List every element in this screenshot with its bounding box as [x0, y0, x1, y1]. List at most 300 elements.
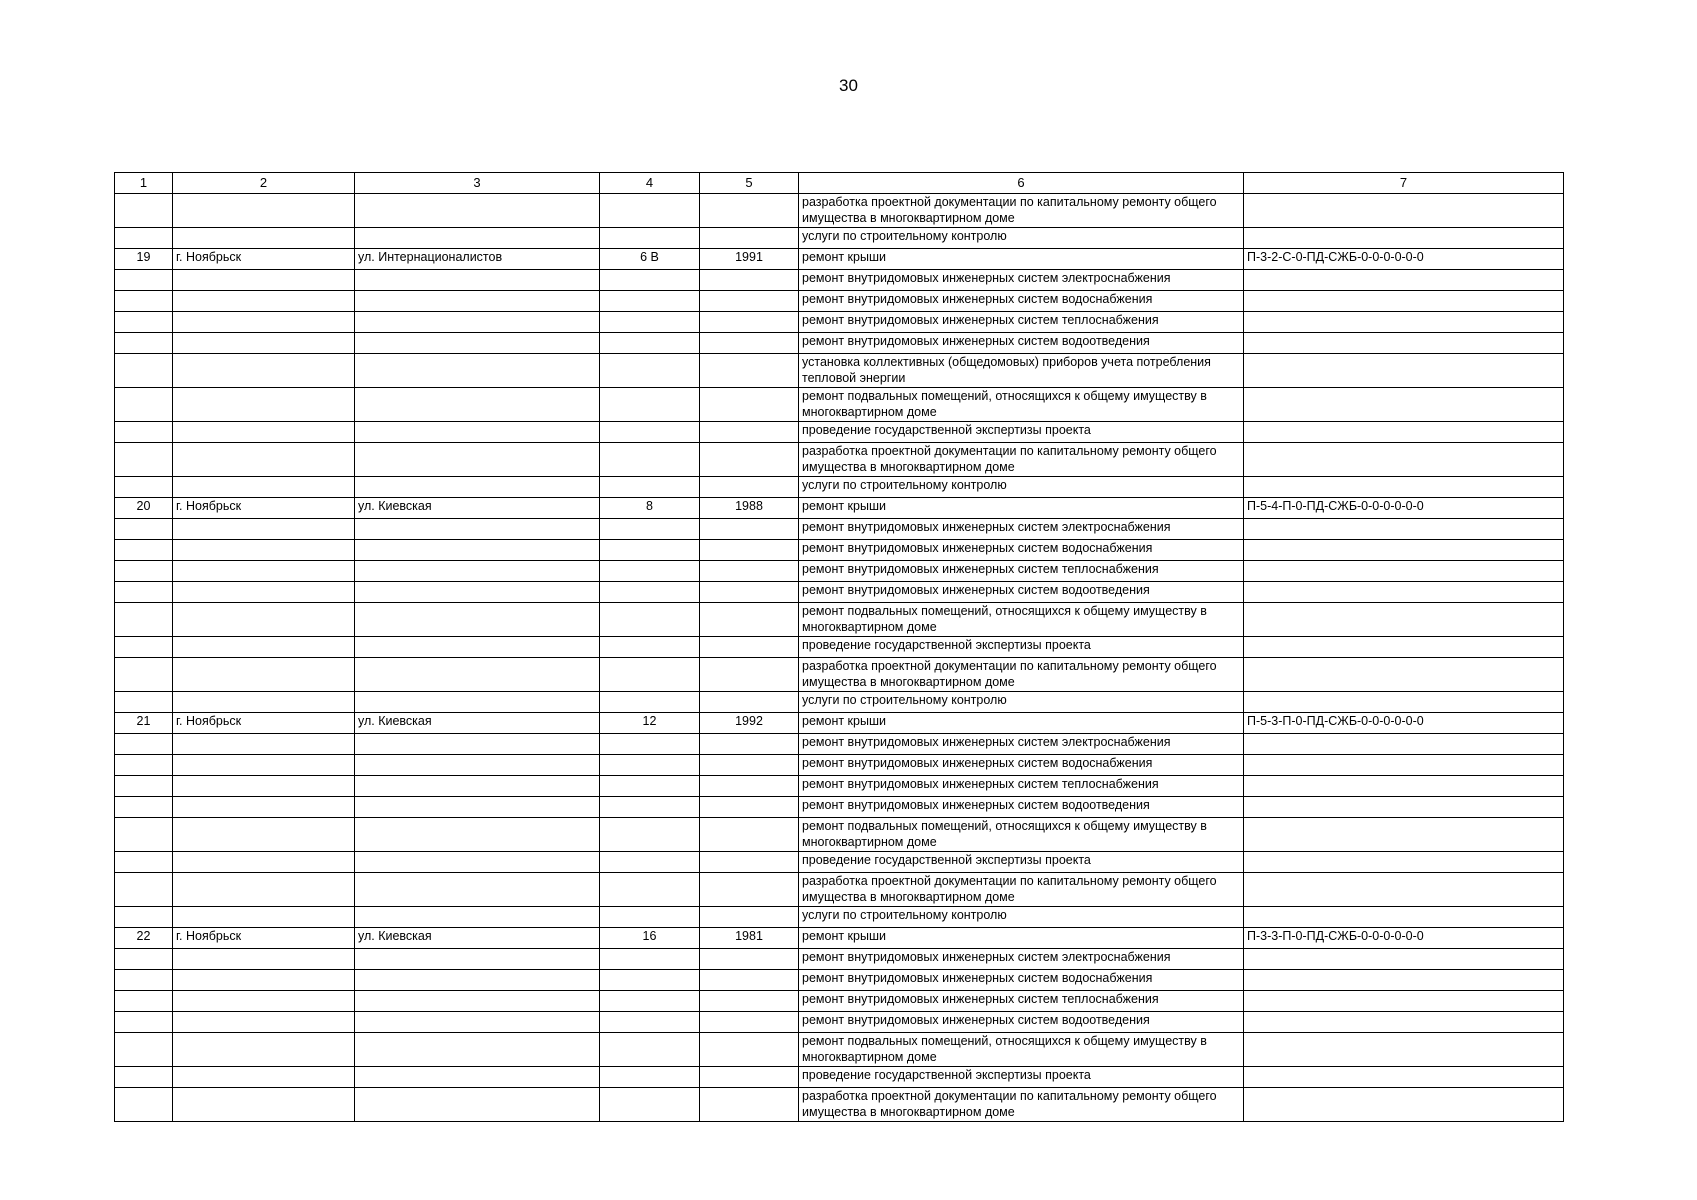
code-cell: [1244, 354, 1564, 388]
year-cell: [700, 1012, 799, 1033]
row-number-cell: [115, 540, 173, 561]
work-type-cell: ремонт внутридомовых инженерных систем теплоснабжения: [799, 312, 1244, 333]
street-cell: [355, 354, 600, 388]
table-row: [115, 422, 1564, 443]
table-row: [115, 561, 1564, 582]
house-number-cell: [600, 755, 700, 776]
work-type-cell: ремонт внутридомовых инженерных систем водоотведения: [799, 333, 1244, 354]
table-row: [115, 477, 1564, 498]
column-header: 1: [115, 173, 173, 194]
table-row: [115, 713, 1564, 734]
code-cell: [1244, 540, 1564, 561]
code-cell: [1244, 561, 1564, 582]
year-cell: [700, 582, 799, 603]
city-cell: [173, 603, 355, 637]
table-row: [115, 658, 1564, 692]
city-cell: [173, 637, 355, 658]
work-type-cell: ремонт крыши: [799, 713, 1244, 734]
table-row: [115, 818, 1564, 852]
row-number-cell: [115, 991, 173, 1012]
street-cell: [355, 312, 600, 333]
column-header: 6: [799, 173, 1244, 194]
city-cell: [173, 228, 355, 249]
city-cell: [173, 852, 355, 873]
work-type-cell: проведение государственной экспертизы проекта: [799, 422, 1244, 443]
column-header: 5: [700, 173, 799, 194]
house-number-cell: [600, 873, 700, 907]
street-cell: [355, 582, 600, 603]
code-cell: [1244, 1067, 1564, 1088]
table-row: [115, 852, 1564, 873]
year-cell: [700, 755, 799, 776]
row-number-cell: [115, 270, 173, 291]
table-row: [115, 797, 1564, 818]
row-number-cell: [115, 818, 173, 852]
work-type-cell: разработка проектной документации по капитальному ремонту общего имущества в многоквартирном доме: [799, 1088, 1244, 1122]
house-number-cell: [600, 312, 700, 333]
work-type-cell: ремонт внутридомовых инженерных систем водоснабжения: [799, 540, 1244, 561]
row-number-cell: [115, 949, 173, 970]
code-cell: [1244, 873, 1564, 907]
house-number-cell: 6 В: [600, 249, 700, 270]
table-row: [115, 907, 1564, 928]
city-cell: [173, 873, 355, 907]
year-cell: [700, 637, 799, 658]
column-header: 7: [1244, 173, 1564, 194]
house-number-cell: [600, 603, 700, 637]
city-cell: [173, 519, 355, 540]
city-cell: [173, 291, 355, 312]
year-cell: [700, 333, 799, 354]
code-cell: [1244, 333, 1564, 354]
street-cell: [355, 603, 600, 637]
row-number-cell: 19: [115, 249, 173, 270]
table-row: [115, 582, 1564, 603]
city-cell: [173, 540, 355, 561]
code-cell: [1244, 519, 1564, 540]
house-number-cell: [600, 734, 700, 755]
table-row: [115, 388, 1564, 422]
year-cell: [700, 692, 799, 713]
street-cell: [355, 443, 600, 477]
city-cell: [173, 755, 355, 776]
table-row: [115, 949, 1564, 970]
code-cell: [1244, 734, 1564, 755]
house-number-cell: 16: [600, 928, 700, 949]
work-type-cell: проведение государственной экспертизы проекта: [799, 1067, 1244, 1088]
work-type-cell: ремонт внутридомовых инженерных систем электроснабжения: [799, 949, 1244, 970]
house-number-cell: [600, 797, 700, 818]
code-cell: [1244, 818, 1564, 852]
table-row: [115, 637, 1564, 658]
code-cell: [1244, 477, 1564, 498]
house-number-cell: [600, 354, 700, 388]
house-number-cell: [600, 692, 700, 713]
code-cell: [1244, 194, 1564, 228]
table-row: [115, 776, 1564, 797]
year-cell: [700, 873, 799, 907]
year-cell: [700, 907, 799, 928]
table-row: [115, 928, 1564, 949]
table-row: [115, 498, 1564, 519]
street-cell: [355, 1067, 600, 1088]
work-type-cell: проведение государственной экспертизы проекта: [799, 852, 1244, 873]
row-number-cell: [115, 734, 173, 755]
code-cell: [1244, 658, 1564, 692]
house-number-cell: [600, 1067, 700, 1088]
city-cell: [173, 194, 355, 228]
row-number-cell: [115, 907, 173, 928]
code-cell: [1244, 852, 1564, 873]
house-number-cell: [600, 907, 700, 928]
street-cell: [355, 818, 600, 852]
row-number-cell: [115, 477, 173, 498]
street-cell: ул. Интернационалистов: [355, 249, 600, 270]
code-cell: [1244, 692, 1564, 713]
year-cell: [700, 443, 799, 477]
house-number-cell: [600, 818, 700, 852]
city-cell: [173, 776, 355, 797]
city-cell: г. Ноябрьск: [173, 713, 355, 734]
work-type-cell: услуги по строительному контролю: [799, 907, 1244, 928]
work-type-cell: разработка проектной документации по капитальному ремонту общего имущества в многоквартирном доме: [799, 443, 1244, 477]
work-type-cell: ремонт внутридомовых инженерных систем теплоснабжения: [799, 561, 1244, 582]
row-number-cell: [115, 658, 173, 692]
street-cell: [355, 194, 600, 228]
street-cell: [355, 388, 600, 422]
year-cell: [700, 422, 799, 443]
code-cell: [1244, 228, 1564, 249]
street-cell: [355, 852, 600, 873]
year-cell: [700, 388, 799, 422]
work-type-cell: ремонт внутридомовых инженерных систем водоснабжения: [799, 755, 1244, 776]
work-type-cell: ремонт внутридомовых инженерных систем водоотведения: [799, 1012, 1244, 1033]
row-number-cell: [115, 388, 173, 422]
house-number-cell: [600, 776, 700, 797]
street-cell: [355, 776, 600, 797]
city-cell: г. Ноябрьск: [173, 249, 355, 270]
table-row: [115, 692, 1564, 713]
city-cell: [173, 582, 355, 603]
table-row: [115, 194, 1564, 228]
table-row: [115, 734, 1564, 755]
year-cell: [700, 1088, 799, 1122]
code-cell: [1244, 776, 1564, 797]
street-cell: ул. Киевская: [355, 498, 600, 519]
code-cell: [1244, 797, 1564, 818]
year-cell: [700, 734, 799, 755]
table-row: [115, 354, 1564, 388]
street-cell: [355, 561, 600, 582]
city-cell: [173, 1012, 355, 1033]
street-cell: [355, 333, 600, 354]
row-number-cell: [115, 873, 173, 907]
house-number-cell: [600, 1033, 700, 1067]
year-cell: 1991: [700, 249, 799, 270]
street-cell: [355, 540, 600, 561]
street-cell: [355, 873, 600, 907]
work-type-cell: ремонт крыши: [799, 928, 1244, 949]
work-type-cell: ремонт внутридомовых инженерных систем водоотведения: [799, 797, 1244, 818]
row-number-cell: [115, 852, 173, 873]
row-number-cell: [115, 333, 173, 354]
street-cell: [355, 228, 600, 249]
city-cell: [173, 907, 355, 928]
work-type-cell: ремонт крыши: [799, 249, 1244, 270]
code-cell: [1244, 270, 1564, 291]
column-header: 3: [355, 173, 600, 194]
work-type-cell: ремонт внутридомовых инженерных систем водоотведения: [799, 582, 1244, 603]
code-cell: П-3-3-П-0-ПД-СЖБ-0-0-0-0-0-0: [1244, 928, 1564, 949]
row-number-cell: [115, 1088, 173, 1122]
code-cell: [1244, 1088, 1564, 1122]
column-header: 2: [173, 173, 355, 194]
year-cell: [700, 561, 799, 582]
work-type-cell: разработка проектной документации по капитальному ремонту общего имущества в многоквартирном доме: [799, 194, 1244, 228]
street-cell: [355, 422, 600, 443]
header-row: [115, 173, 1564, 194]
street-cell: [355, 797, 600, 818]
table-row: [115, 1033, 1564, 1067]
row-number-cell: 22: [115, 928, 173, 949]
year-cell: [700, 1067, 799, 1088]
street-cell: ул. Киевская: [355, 928, 600, 949]
street-cell: [355, 291, 600, 312]
house-number-cell: [600, 1088, 700, 1122]
table-row: [115, 312, 1564, 333]
year-cell: [700, 519, 799, 540]
street-cell: [355, 519, 600, 540]
city-cell: [173, 818, 355, 852]
code-cell: [1244, 991, 1564, 1012]
row-number-cell: [115, 970, 173, 991]
code-cell: [1244, 970, 1564, 991]
year-cell: [700, 291, 799, 312]
city-cell: [173, 388, 355, 422]
row-number-cell: [115, 443, 173, 477]
work-type-cell: ремонт подвальных помещений, относящихся к общему имуществу в многоквартирном доме: [799, 603, 1244, 637]
row-number-cell: [115, 291, 173, 312]
house-number-cell: [600, 852, 700, 873]
works-table: [114, 172, 1564, 1122]
street-cell: [355, 755, 600, 776]
row-number-cell: [115, 312, 173, 333]
house-number-cell: 8: [600, 498, 700, 519]
work-type-cell: ремонт подвальных помещений, относящихся к общему имуществу в многоквартирном доме: [799, 818, 1244, 852]
city-cell: [173, 422, 355, 443]
street-cell: [355, 658, 600, 692]
year-cell: [700, 970, 799, 991]
city-cell: [173, 734, 355, 755]
table-row: [115, 1012, 1564, 1033]
table-body: [115, 194, 1564, 1122]
house-number-cell: [600, 333, 700, 354]
city-cell: [173, 333, 355, 354]
table-row: [115, 519, 1564, 540]
house-number-cell: [600, 291, 700, 312]
row-number-cell: 20: [115, 498, 173, 519]
code-cell: [1244, 1033, 1564, 1067]
year-cell: [700, 1033, 799, 1067]
year-cell: [700, 818, 799, 852]
work-type-cell: разработка проектной документации по капитальному ремонту общего имущества в многоквартирном доме: [799, 658, 1244, 692]
code-cell: [1244, 949, 1564, 970]
house-number-cell: [600, 228, 700, 249]
street-cell: [355, 1012, 600, 1033]
work-type-cell: услуги по строительному контролю: [799, 692, 1244, 713]
house-number-cell: [600, 949, 700, 970]
row-number-cell: [115, 637, 173, 658]
code-cell: [1244, 1012, 1564, 1033]
street-cell: [355, 991, 600, 1012]
house-number-cell: [600, 637, 700, 658]
row-number-cell: 21: [115, 713, 173, 734]
code-cell: [1244, 907, 1564, 928]
table-row: [115, 249, 1564, 270]
city-cell: [173, 797, 355, 818]
year-cell: 1992: [700, 713, 799, 734]
table-row: [115, 603, 1564, 637]
house-number-cell: [600, 582, 700, 603]
city-cell: [173, 970, 355, 991]
city-cell: [173, 658, 355, 692]
table-row: [115, 991, 1564, 1012]
street-cell: [355, 1088, 600, 1122]
code-cell: [1244, 637, 1564, 658]
year-cell: [700, 991, 799, 1012]
street-cell: [355, 970, 600, 991]
row-number-cell: [115, 194, 173, 228]
table-row: [115, 755, 1564, 776]
row-number-cell: [115, 354, 173, 388]
house-number-cell: [600, 658, 700, 692]
code-cell: П-3-2-С-0-ПД-СЖБ-0-0-0-0-0-0: [1244, 249, 1564, 270]
work-type-cell: ремонт внутридомовых инженерных систем электроснабжения: [799, 519, 1244, 540]
row-number-cell: [115, 755, 173, 776]
city-cell: [173, 1088, 355, 1122]
row-number-cell: [115, 776, 173, 797]
row-number-cell: [115, 582, 173, 603]
work-type-cell: проведение государственной экспертизы проекта: [799, 637, 1244, 658]
code-cell: [1244, 755, 1564, 776]
house-number-cell: [600, 388, 700, 422]
work-type-cell: ремонт внутридомовых инженерных систем водоснабжения: [799, 970, 1244, 991]
house-number-cell: [600, 991, 700, 1012]
code-cell: [1244, 291, 1564, 312]
code-cell: [1244, 312, 1564, 333]
house-number-cell: [600, 561, 700, 582]
house-number-cell: [600, 194, 700, 228]
house-number-cell: 12: [600, 713, 700, 734]
work-type-cell: ремонт внутридомовых инженерных систем теплоснабжения: [799, 776, 1244, 797]
work-type-cell: ремонт внутридомовых инженерных систем водоснабжения: [799, 291, 1244, 312]
street-cell: [355, 692, 600, 713]
work-type-cell: ремонт подвальных помещений, относящихся к общему имуществу в многоквартирном доме: [799, 388, 1244, 422]
table-row: [115, 540, 1564, 561]
year-cell: [700, 194, 799, 228]
street-cell: [355, 477, 600, 498]
year-cell: 1981: [700, 928, 799, 949]
year-cell: [700, 603, 799, 637]
city-cell: [173, 270, 355, 291]
work-type-cell: установка коллективных (общедомовых) приборов учета потребления тепловой энергии: [799, 354, 1244, 388]
row-number-cell: [115, 561, 173, 582]
house-number-cell: [600, 422, 700, 443]
page-number: 30: [839, 76, 858, 95]
city-cell: [173, 1033, 355, 1067]
table-row: [115, 228, 1564, 249]
street-cell: [355, 270, 600, 291]
year-cell: [700, 776, 799, 797]
row-number-cell: [115, 228, 173, 249]
code-cell: [1244, 388, 1564, 422]
code-cell: [1244, 582, 1564, 603]
street-cell: [355, 907, 600, 928]
street-cell: [355, 949, 600, 970]
street-cell: [355, 637, 600, 658]
year-cell: 1988: [700, 498, 799, 519]
table-row: [115, 1088, 1564, 1122]
city-cell: [173, 312, 355, 333]
city-cell: [173, 692, 355, 713]
year-cell: [700, 312, 799, 333]
house-number-cell: [600, 477, 700, 498]
table-row: [115, 873, 1564, 907]
work-type-cell: ремонт внутридомовых инженерных систем электроснабжения: [799, 270, 1244, 291]
work-type-cell: услуги по строительному контролю: [799, 477, 1244, 498]
year-cell: [700, 540, 799, 561]
house-number-cell: [600, 270, 700, 291]
table-row: [115, 1067, 1564, 1088]
code-cell: [1244, 603, 1564, 637]
work-type-cell: ремонт крыши: [799, 498, 1244, 519]
year-cell: [700, 797, 799, 818]
year-cell: [700, 949, 799, 970]
row-number-cell: [115, 603, 173, 637]
year-cell: [700, 270, 799, 291]
city-cell: г. Ноябрьск: [173, 928, 355, 949]
city-cell: г. Ноябрьск: [173, 498, 355, 519]
year-cell: [700, 477, 799, 498]
code-cell: [1244, 422, 1564, 443]
street-cell: ул. Киевская: [355, 713, 600, 734]
code-cell: [1244, 443, 1564, 477]
table-row: [115, 333, 1564, 354]
row-number-cell: [115, 422, 173, 443]
house-number-cell: [600, 519, 700, 540]
column-header: 4: [600, 173, 700, 194]
row-number-cell: [115, 1033, 173, 1067]
house-number-cell: [600, 970, 700, 991]
house-number-cell: [600, 443, 700, 477]
work-type-cell: разработка проектной документации по капитальному ремонту общего имущества в многоквартирном доме: [799, 873, 1244, 907]
table-row: [115, 443, 1564, 477]
city-cell: [173, 991, 355, 1012]
city-cell: [173, 443, 355, 477]
work-type-cell: ремонт внутридомовых инженерных систем теплоснабжения: [799, 991, 1244, 1012]
work-type-cell: услуги по строительному контролю: [799, 228, 1244, 249]
row-number-cell: [115, 1067, 173, 1088]
house-number-cell: [600, 540, 700, 561]
row-number-cell: [115, 1012, 173, 1033]
code-cell: П-5-4-П-0-ПД-СЖБ-0-0-0-0-0-0: [1244, 498, 1564, 519]
house-number-cell: [600, 1012, 700, 1033]
table-row: [115, 270, 1564, 291]
table-row: [115, 291, 1564, 312]
year-cell: [700, 852, 799, 873]
work-type-cell: ремонт подвальных помещений, относящихся к общему имуществу в многоквартирном доме: [799, 1033, 1244, 1067]
street-cell: [355, 1033, 600, 1067]
